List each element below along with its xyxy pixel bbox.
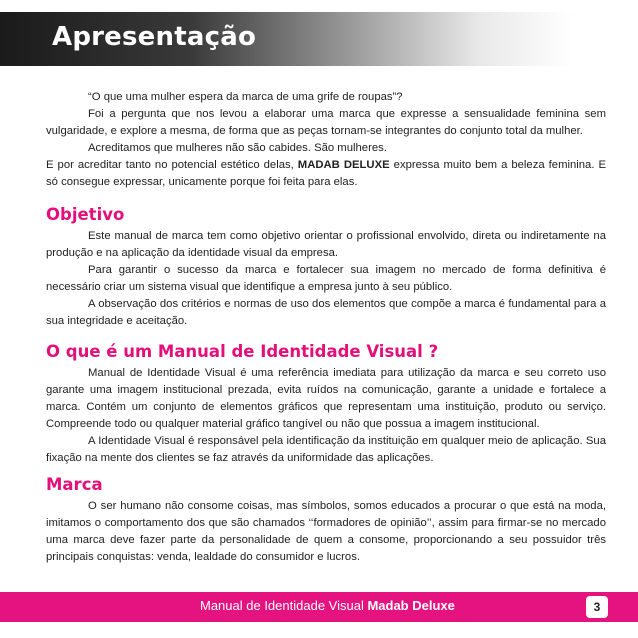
intro-closing-text-b: expressa muito bem a beleza feminina. E só consegue expressar, unicamente porque foi feita para elas.	[46, 159, 607, 188]
intro-statement: Acreditamos que mulheres não são cabides. São mulheres.	[88, 142, 387, 154]
main-content	[46, 89, 606, 566]
section-title-objetivo: Objetivo	[46, 205, 125, 224]
page-title: Apresentação	[52, 22, 257, 52]
objetivo-paragraph-2: Para garantir o sucesso da marca e fortalecer sua imagem no mercado de forma definitiva é necessário criar um sistema visual que identifique a empresa junto à seu público.	[46, 264, 606, 293]
intro-closing	[46, 157, 606, 191]
footer-brand: Madab Deluxe	[367, 598, 455, 613]
objetivo-paragraph-3: A observação dos critérios e normas de uso dos elementos que compõe a marca é fundamental para a sua integridade e aceitação.	[46, 298, 606, 327]
intro-closing-text-a: E por acreditar tanto no potencial estético delas,	[46, 159, 294, 171]
brand-name: MADAB DELUXE	[297, 159, 390, 171]
intro-question: “O que uma mulher espera da marca de uma grife de roupas”?	[88, 91, 403, 103]
section-title-marca: Marca	[46, 475, 103, 494]
section-title-manual: O que é um Manual de Identidade Visual ?	[46, 342, 439, 361]
footer-manual-label: Manual de Identidade Visual	[200, 598, 364, 613]
manual-paragraph-2: A Identidade Visual é responsável pela identificação da instituição em qualquer meio de aplicação. Sua fixação na mente dos clientes se faz através da uniformidade das aplicações.	[46, 435, 606, 464]
page-footer	[0, 592, 638, 622]
footer-text	[200, 598, 455, 613]
page-header	[0, 12, 638, 66]
intro-paragraph: Foi a pergunta que nos levou a elaborar uma marca que expresse a sensualidade feminina sem vulgaridade, e explore a mesma, de forma que as peças tornam-se integrantes do conjunto total da mulher.	[46, 108, 606, 137]
manual-paragraph-1: Manual de Identidade Visual é uma referência imediata para utilização da marca e seu correto uso garante uma imagem institucional prezada, evita ruídos na comunicação, garante a unidade e fortalece a marca. Contém um conjunto de elementos gráficos que representam uma instituição, produto ou serviço. Compreende todo ou qualquer material gráfico tangível ou não que possua a imagem institucional.	[46, 367, 606, 430]
objetivo-paragraph-1: Este manual de marca tem como objetivo orientar o profissional envolvido, direta ou indiretamente na produção e na aplicação da identidade visual da empresa.	[46, 230, 606, 259]
page-number: 3	[586, 596, 608, 618]
marca-paragraph: O ser humano não consome coisas, mas símbolos, somos educados a procurar o que está na moda, imitamos o comportamento dos que são chamados ‘‘formadores de opinião’’, assim para firmar-se no mercado uma marca deve fazer parte da personalidade de quem a consome, proporcionando a seu possuidor três principais conquistas: venda, lealdade do consumidor e lucros.	[46, 500, 606, 563]
